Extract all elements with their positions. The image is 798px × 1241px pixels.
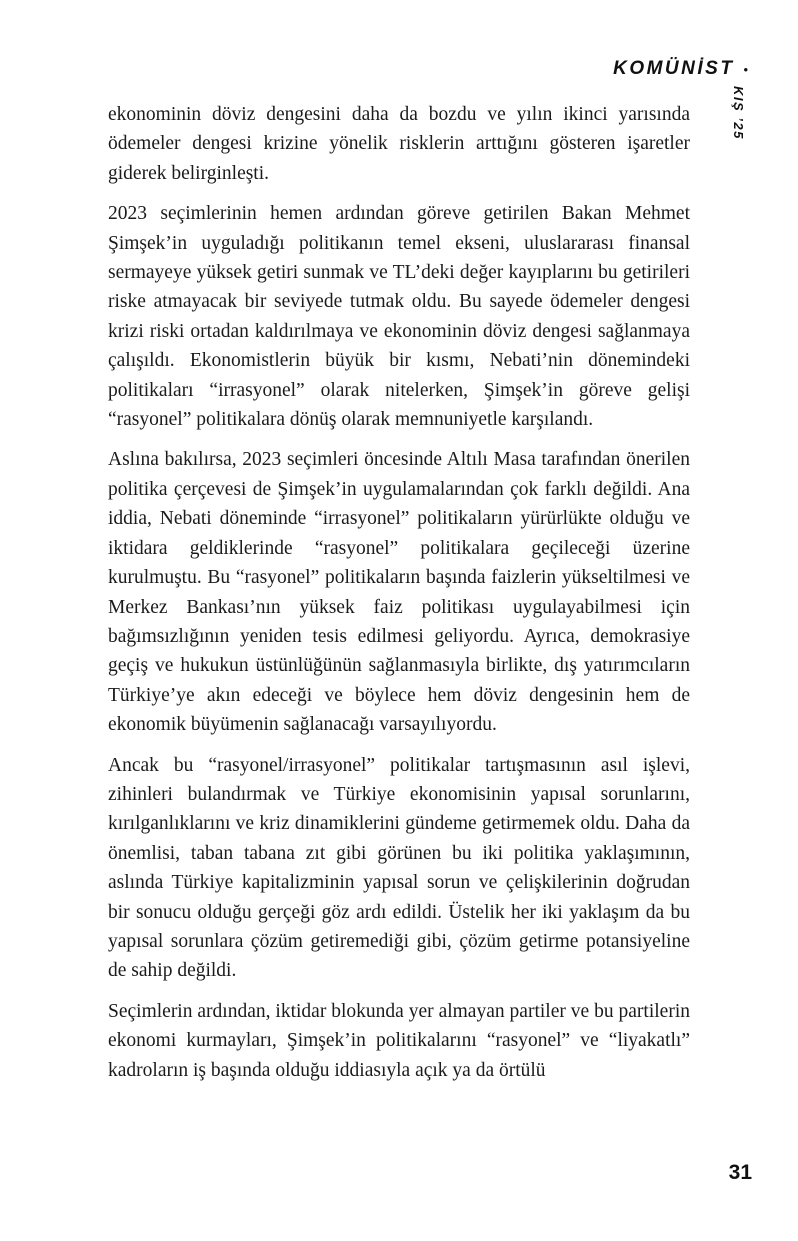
header-bullet-icon: • <box>743 61 748 77</box>
paragraph: Aslına bakılırsa, 2023 seçimleri öncesinde Altılı Masa tarafından önerilen politika çerçevesi de Şimşek’in uygulamalarından çok farklı değildi. Ana iddia, Nebati döneminde “irrasyonel” politikaların yürürlükte olduğu ve iktidara geldiklerinde “rasyonel” politikalara geçileceği üzerine kurulmuştu. Bu “rasyonel” politikaların başında faizlerin yükseltilmesi ve Merkez Bankası’nın yüksek faiz politikası uygulayabilmesi için bağımsızlığının yeniden tesis edilmesi geliyordu. Ayrıca, demokrasiye geçiş ve hukukun üstünlüğünün sağlanmasıyla birlikte, dış yatırımcıların Türkiye’ye akın edeceği ve böylece hem döviz dengesinin hem de ekonomik büyümenin sağlanacağı varsayılıyordu. <box>108 449 690 736</box>
page-number: 31 <box>728 1161 752 1184</box>
paragraph: ekonominin döviz dengesini daha da bozdu ve yılın ikinci yarısında ödemeler dengesi krizine yönelik risklerin arttığını gösteren işaretler giderek belirginleşti. <box>108 104 690 184</box>
page-header <box>613 58 748 80</box>
paragraph: Seçimlerin ardından, iktidar blokunda yer almayan partiler ve bu partilerin ekonomi kurmayları, Şimşek’in politikalarını “rasyonel” ve “liyakatlı” kadroların iş başında olduğu iddiasıyla açık ya da örtülü <box>108 1000 690 1081</box>
edition-label: KIŞ ’25 <box>731 86 746 140</box>
magazine-title: KOMÜNİST <box>613 58 735 79</box>
paragraph: 2023 seçimlerinin hemen ardından göreve getirilen Bakan Mehmet Şimşek’in uyguladığı politikanın temel ekseni, uluslararası finansal sermayeye yüksek getiri sunmak ve TL’deki değer kayıplarını bu getirileri riske atmayacak bir seviyede tutmak oldu. Bu sayede ödemeler dengesi krizi riski ortadan kaldırılmaya ve ekonominin döviz dengesi sağlanmaya çalışıldı. Ekonomistlerin büyük bir kısmı, Nebati’nin dönemindeki politikaları “irrasyonel” olarak nitelerken, Şimşek’in göreve gelişi “rasyonel” politikalara dönüş olarak memnuniyetle karşılandı. <box>108 203 690 431</box>
paragraph: Ancak bu “rasyonel/irrasyonel” politikalar tartışmasının asıl işlevi, zihinleri bulandırmak ve Türkiye ekonomisinin yapısal sorunlarını, kırılganlıklarını ve kriz dinamiklerini gündeme getirmemek oldu. Daha da önemlisi, taban tabana zıt gibi görünen bu iki politika yaklaşımının, aslında Türkiye kapitalizminin yapısal sorun ve çelişkilerinin doğrudan bir sonucu olduğu gerçeği göz ardı edildi. Üstelik her iki yaklaşım da bu yapısal sorunlara çözüm getiremediği gibi, çözüm getirme potansiyeline de sahip değildi. <box>108 754 690 982</box>
article-body <box>108 100 690 1096</box>
